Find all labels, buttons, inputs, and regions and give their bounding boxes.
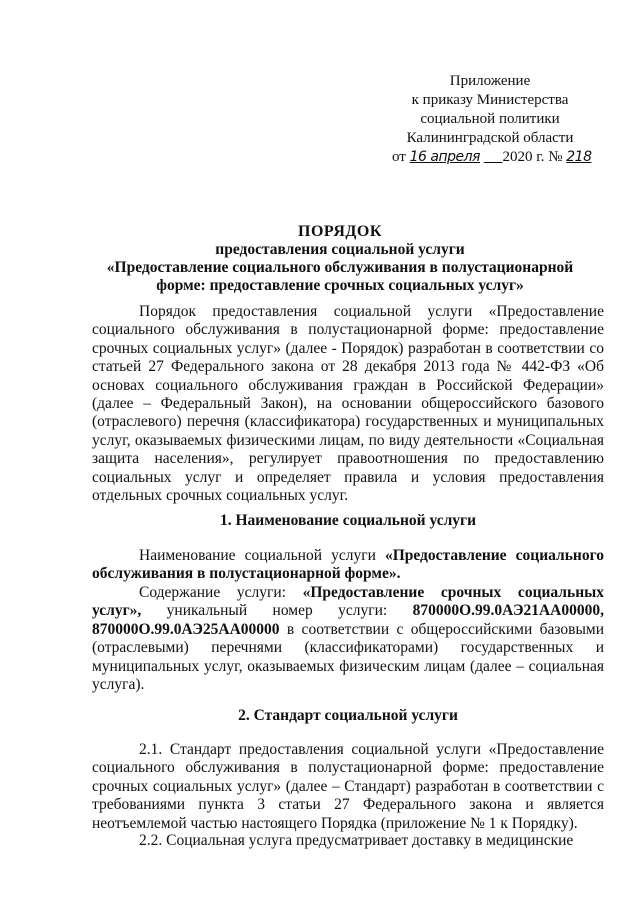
service-content-label: Содержание услуги: <box>139 584 303 601</box>
order-date-line <box>360 148 620 167</box>
title-line-3: форме: предоставление срочных социальных услуг» <box>156 277 524 294</box>
title-line-1: предоставления социальной услуги <box>215 241 465 258</box>
title-line-2: «Предоставление социального обслуживания в полустационарной <box>106 259 574 276</box>
unique-number-value: 870000О.99.0АЭ21АА00000, 870000О.99.0АЭ25АА00000 <box>92 602 604 638</box>
service-content-value: «Предоставление срочных социальных услуг», <box>92 584 604 620</box>
section-1-heading: 1. Наименование социальной услуги <box>219 512 477 529</box>
appendix-header <box>360 72 620 167</box>
section-2-heading: 2. Стандарт социальной услуги <box>238 707 458 724</box>
service-name-value: «Предоставление социального обслуживания в полустационарной форме». <box>92 547 604 583</box>
service-name-paragraph <box>92 547 604 584</box>
unique-number-suffix: в соответствии с общероссийскими базовыми (отраслевыми) перечнями (классификаторами) государственных и муниципальных услуг, оказываемых физическим лицам (далее – социальная услуга). <box>92 620 604 694</box>
intro-paragraph: Порядок предоставления социальной услуги «Предоставление социального обслуживания в полустационарной форме: предоставление срочных социальных услуг» (далее - Порядок) разработан в соответствии со статьей 27 Федерального закона от 28 декабря 2013 года № 442-ФЗ «Об основах социального обслуживания граждан в Российской Федерации» (далее – Федеральный Закон), на основании общероссийского базового (отраслевого) перечня (классификатора) государственных и муниципальных услуг, оказываемых физическими лицам, по виду деятельности «Социальная защита населения», регулирует правоотношения по предоставлению социальных услуг и определяет правила и условия предоставления отдельных срочных социальных услуг. <box>92 303 604 505</box>
appendix-label: Приложение <box>449 73 531 89</box>
ministry-name: социальной политики <box>420 111 560 127</box>
order-number-handwritten: 218 <box>566 149 592 165</box>
service-name-label: Наименование социальной услуги <box>139 547 385 564</box>
order-date-handwritten: 16 апреля <box>409 149 480 165</box>
order-date-prefix: от <box>392 149 406 165</box>
title-main: ПОРЯДОК <box>298 223 382 240</box>
document-title <box>80 223 600 295</box>
service-content-paragraph <box>92 584 604 694</box>
unique-number-label: уникальный номер услуги: <box>166 602 413 620</box>
order-reference: к приказу Министерства <box>411 92 569 108</box>
order-year: 2020 г. № <box>502 149 563 165</box>
paragraph-2-2: 2.2. Социальная услуга предусматривает доставку в медицинские <box>139 832 574 849</box>
paragraph-2-1: 2.1. Стандарт предоставления социальной услуги «Предоставление социального обслуживания в полустационарной форме: предоставление срочных социальных услуг» (далее – Стандарт) разработан в соответствии с требованиями пункта 3 статьи 27 Федерального закона и является неотъемлемой частью настоящего Порядка (приложение № 1 к Порядку). <box>92 741 604 832</box>
region-name: Калининградской области <box>406 130 574 146</box>
